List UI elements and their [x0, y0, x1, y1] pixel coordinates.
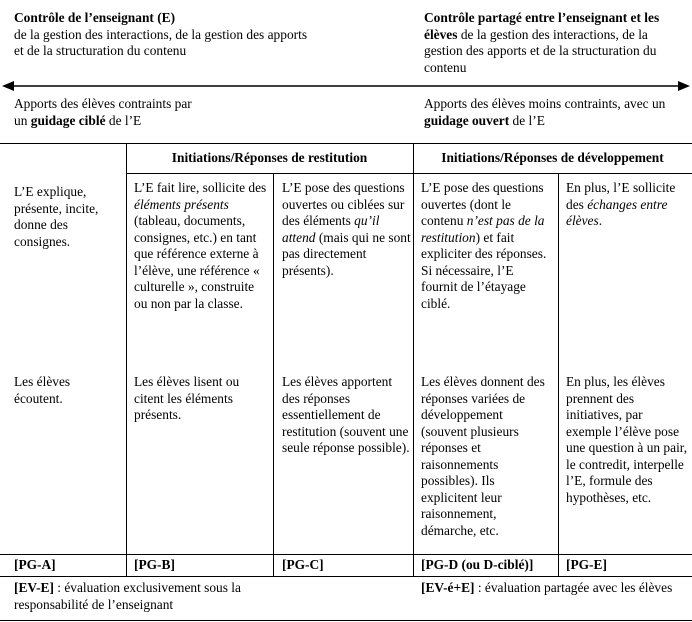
col-divider-1 — [126, 143, 127, 576]
apports-left: Apports des élèves contraints par un guidage ciblé de l’E — [14, 96, 192, 128]
continuum-arrow — [0, 78, 692, 94]
top-right-block — [424, 10, 688, 76]
students-cell-e: En plus, les élèves prennent des initiatives, par exemple l’élève pose une question à un pair, le contredit, interpelle l’E, formule des hypothèses, etc. — [566, 374, 688, 505]
teacher-cell-a: L’E explique, présente, incite, donne des consignes. — [14, 184, 99, 249]
top-right-text: de la gestion des interactions, de la gestion des apports et de la structuration du contenu — [424, 26, 657, 75]
students-cell-d: Les élèves donnent des réponses variées de développement (souvent plusieurs réponses et raisonnements possibles). Ils explicitent leur raisonnement, démarche, etc. — [421, 374, 545, 538]
code-pg-e: [PG-E] — [566, 557, 607, 572]
col-divider-2 — [273, 173, 274, 576]
apports-right: Apports des élèves moins contraints, avec un guidage ouvert de l’E — [424, 96, 666, 128]
students-cell-b: Les élèves lisent ou citent les éléments présents. — [134, 374, 240, 422]
code-pg-a: [PG-A] — [14, 557, 56, 572]
header-bottom-border — [126, 173, 692, 174]
col-divider-4 — [558, 173, 559, 576]
students-cell-c: Les élèves apportent des réponses essentiellement de restitution (souvent une seule réponse possible). — [282, 374, 410, 455]
evaluation-left: [EV-E] : évaluation exclusivement sous la responsabilité de l’enseignant — [14, 580, 241, 612]
header-restitution: Initiations/Réponses de restitution — [171, 150, 368, 165]
code-pg-d: [PG-D (ou D-ciblé)] — [421, 557, 534, 572]
students-cell-a: Les élèves écoutent. — [14, 374, 71, 406]
col-divider-3 — [413, 143, 414, 576]
top-right-title: Contrôle partagé entre l’enseignant et les élèves — [424, 10, 660, 42]
teacher-cell-b: L’E fait lire, sollicite des éléments présents (tableau, documents, consignes, etc.) en tant que référence externe à l’élève, une référence « culturelle », construite ou non par la classe. — [134, 180, 267, 311]
evaluation-right: [EV-é+E] : évaluation partagée avec les élèves — [421, 580, 673, 595]
code-pg-b: [PG-B] — [134, 557, 175, 572]
table-bottom-border — [0, 620, 692, 621]
teacher-cell-d: L’E pose des questions ouvertes (dont le contenu n’est pas de la restitution) et fait expliciter des réponses. Si nécessaire, l’E fournit de l’étayage ciblé. — [421, 180, 547, 311]
top-left-text: de la gestion des interactions, de la gestion des apports et de la structuration du contenu — [14, 26, 308, 58]
header-developpement: Initiations/Réponses de développement — [441, 150, 664, 165]
codes-top-border — [0, 554, 692, 555]
table-top-border — [0, 143, 692, 144]
teacher-cell-e: En plus, l’E sollicite des échanges entre élèves. — [566, 180, 676, 228]
top-left-title: Contrôle de l’enseignant (E) — [14, 10, 176, 25]
top-left-block — [14, 10, 314, 60]
code-pg-c: [PG-C] — [282, 557, 324, 572]
teacher-cell-c: L’E pose des questions ouvertes ou ciblées sur des éléments qu’il attend (mais qui ne sont pas directement présents). — [282, 180, 411, 278]
codes-bottom-border — [0, 576, 692, 577]
